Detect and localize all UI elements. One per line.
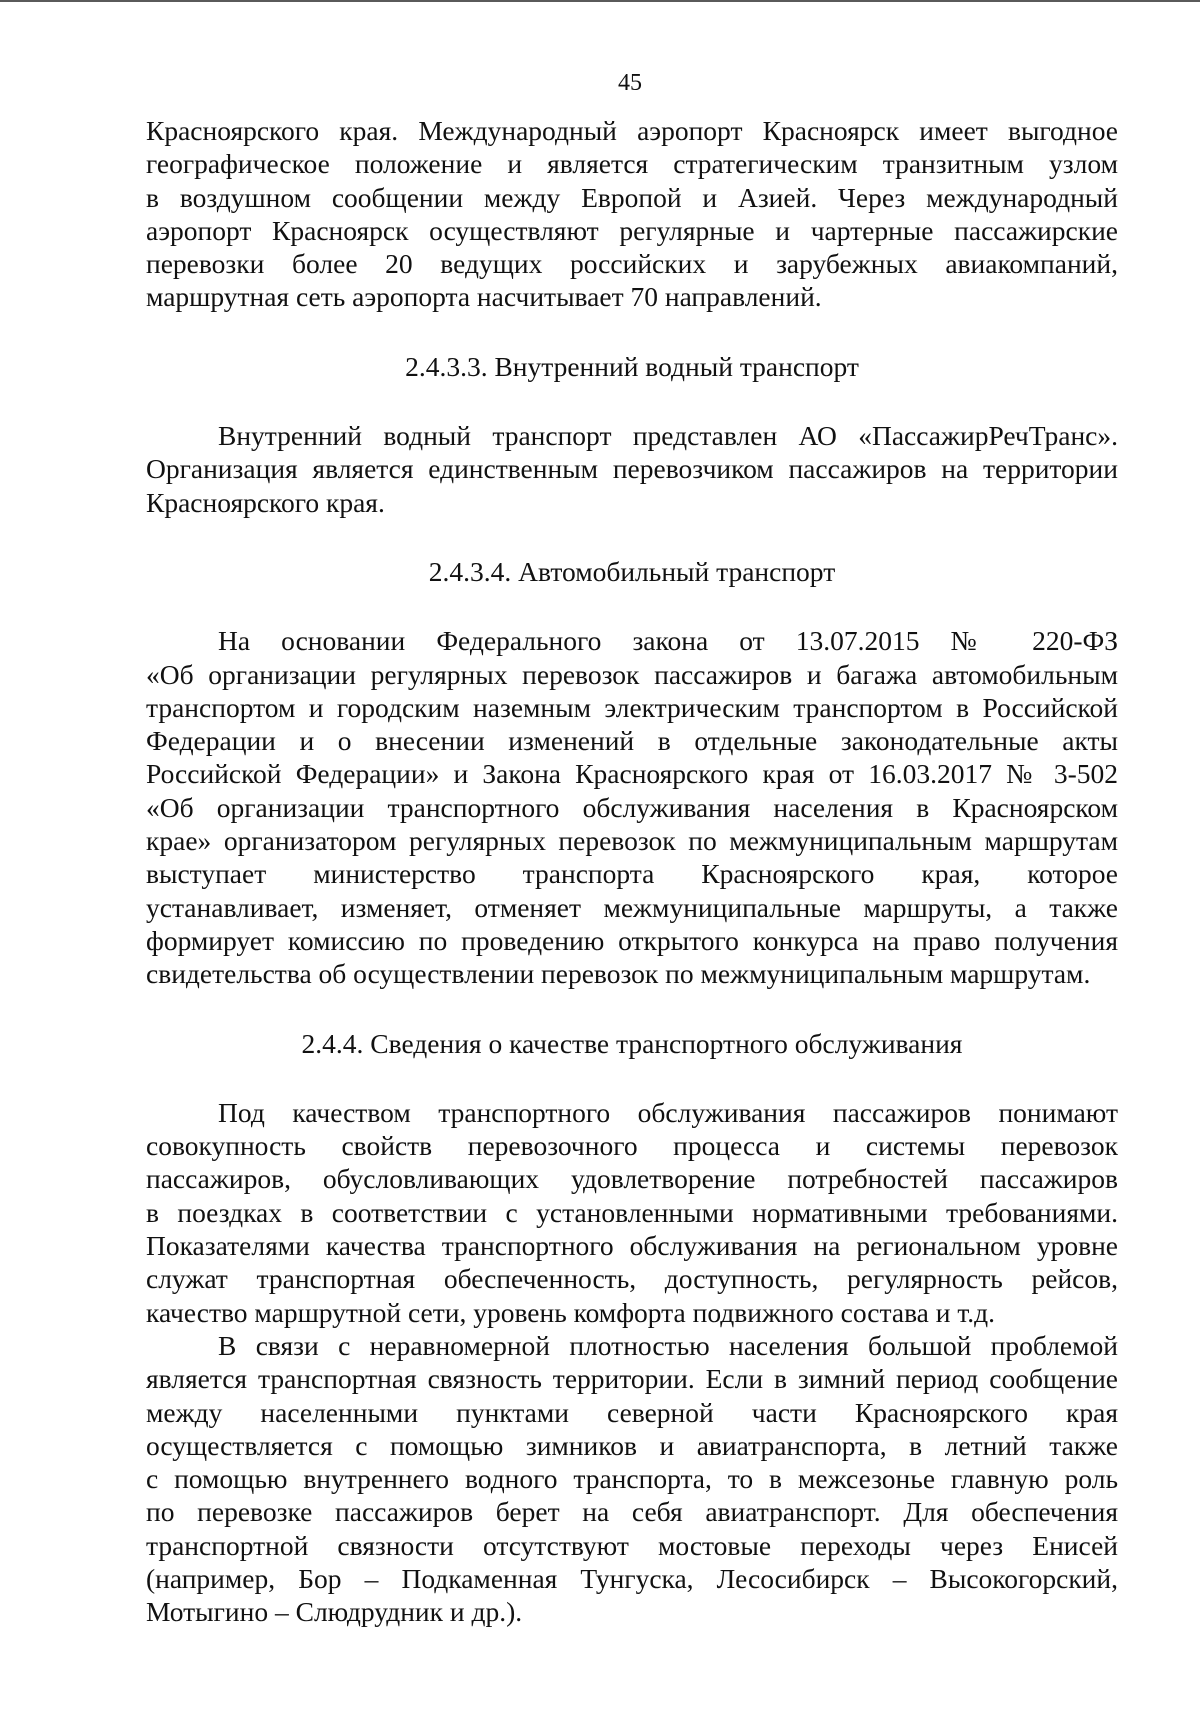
text-line: в воздушном сообщении между Европой и Азией. Через международный <box>146 181 1118 213</box>
section-heading-road-transport: 2.4.3.4. Автомобильный транспорт <box>428 555 836 587</box>
text-line: Внутренний водный транспорт представлен АО «ПассажирРечТранс». <box>218 420 1118 452</box>
text-line: по перевозке пассажиров берет на себя авиатранспорт. Для обеспечения <box>146 1496 1118 1528</box>
text-line: транспортом и городским наземным электрическим транспортом в Российской <box>146 691 1118 723</box>
text-line: транспортной связности отсутствуют мостовые переходы через Енисей <box>146 1529 1118 1561</box>
text-line: с помощью внутреннего водного транспорта, то в межсезонье главную роль <box>146 1463 1118 1495</box>
text-line: качество маршрутной сети, уровень комфорта подвижного состава и т.д. <box>146 1296 996 1328</box>
text-line: «Об организации транспортного обслуживания населения в Красноярском <box>146 791 1118 823</box>
text-line: свидетельства об осуществлении перевозок по межмуниципальным маршрутам. <box>146 958 1091 990</box>
text-line: пассажиров, обусловливающих удовлетворение потребностей пассажиров <box>146 1163 1118 1195</box>
text-line: Под качеством транспортного обслуживания пассажиров понимают <box>218 1096 1118 1128</box>
text-line: «Об организации регулярных перевозок пассажиров и багажа автомобильным <box>146 658 1118 690</box>
text-line: маршрутная сеть аэропорта насчитывает 70 направлений. <box>146 281 822 313</box>
text-line: совокупность свойств перевозочного процесса и системы перевозок <box>146 1130 1118 1162</box>
text-line: крае» организатором регулярных перевозок по межмуниципальным маршрутам <box>146 825 1118 857</box>
paragraph-transport-connectivity <box>146 1329 1118 1629</box>
section-heading-water-transport: 2.4.3.3. Внутренний водный транспорт <box>405 350 859 382</box>
text-line: осуществляется с помощью зимников и авиатранспорта, в летний также <box>146 1429 1118 1461</box>
text-line: аэропорт Красноярск осуществляют регулярные и чартерные пассажирские <box>146 214 1118 246</box>
text-line: Красноярского края. Международный аэропорт Красноярск имеет выгодное <box>146 115 1118 146</box>
text-line: является транспортная связность территории. Если в зимний период сообщение <box>146 1363 1118 1395</box>
text-line: Организация является единственным перевозчиком пассажиров на территории <box>146 453 1118 485</box>
text-line: Мотыгино – Слюдрудник и др.). <box>146 1596 523 1628</box>
paragraph-road-transport <box>146 624 1118 990</box>
text-line: перевозки более 20 ведущих российских и зарубежных авиакомпаний, <box>146 248 1118 280</box>
section-heading-service-quality: 2.4.4. Сведения о качестве транспортного обслуживания <box>301 1027 963 1059</box>
paragraph-service-quality <box>146 1096 1118 1329</box>
text-line: устанавливает, изменяет, отменяет межмуниципальные маршруты, а также <box>146 891 1118 923</box>
text-line: Показателями качества транспортного обслуживания на региональном уровне <box>146 1230 1118 1262</box>
paragraph-airport <box>146 114 1118 314</box>
text-line: выступает министерство транспорта Красноярского края, которое <box>146 858 1118 890</box>
top-border-line <box>0 0 1200 2</box>
text-line: между населенными пунктами северной части Красноярского края <box>146 1396 1118 1428</box>
text-line: В связи с неравномерной плотностью населения большой проблемой <box>218 1329 1118 1361</box>
text-line: Российской Федерации» и Закона Красноярского края от 16.03.2017 № 3-502 <box>146 758 1118 790</box>
text-line: Красноярского края. <box>146 486 385 518</box>
document-body <box>146 114 1118 1629</box>
text-line: географическое положение и является стратегическим транзитным узлом <box>146 148 1118 180</box>
text-line: служат транспортная обеспеченность, доступность, регулярность рейсов, <box>146 1263 1118 1295</box>
text-line: Федерации и о внесении изменений в отдельные законодательные акты <box>146 725 1118 757</box>
page-number: 45 <box>618 70 642 96</box>
text-line: (например, Бор – Подкаменная Тунгуска, Лесосибирск – Высокогорский, <box>146 1562 1118 1594</box>
text-line: формирует комиссию по проведению открытого конкурса на право получения <box>146 924 1118 956</box>
text-line: На основании Федерального закона от 13.07.2015 № 220-ФЗ <box>218 625 1118 657</box>
text-line: в поездках в соответствии с установленными нормативными требованиями. <box>146 1196 1118 1228</box>
paragraph-water-transport <box>146 419 1118 519</box>
